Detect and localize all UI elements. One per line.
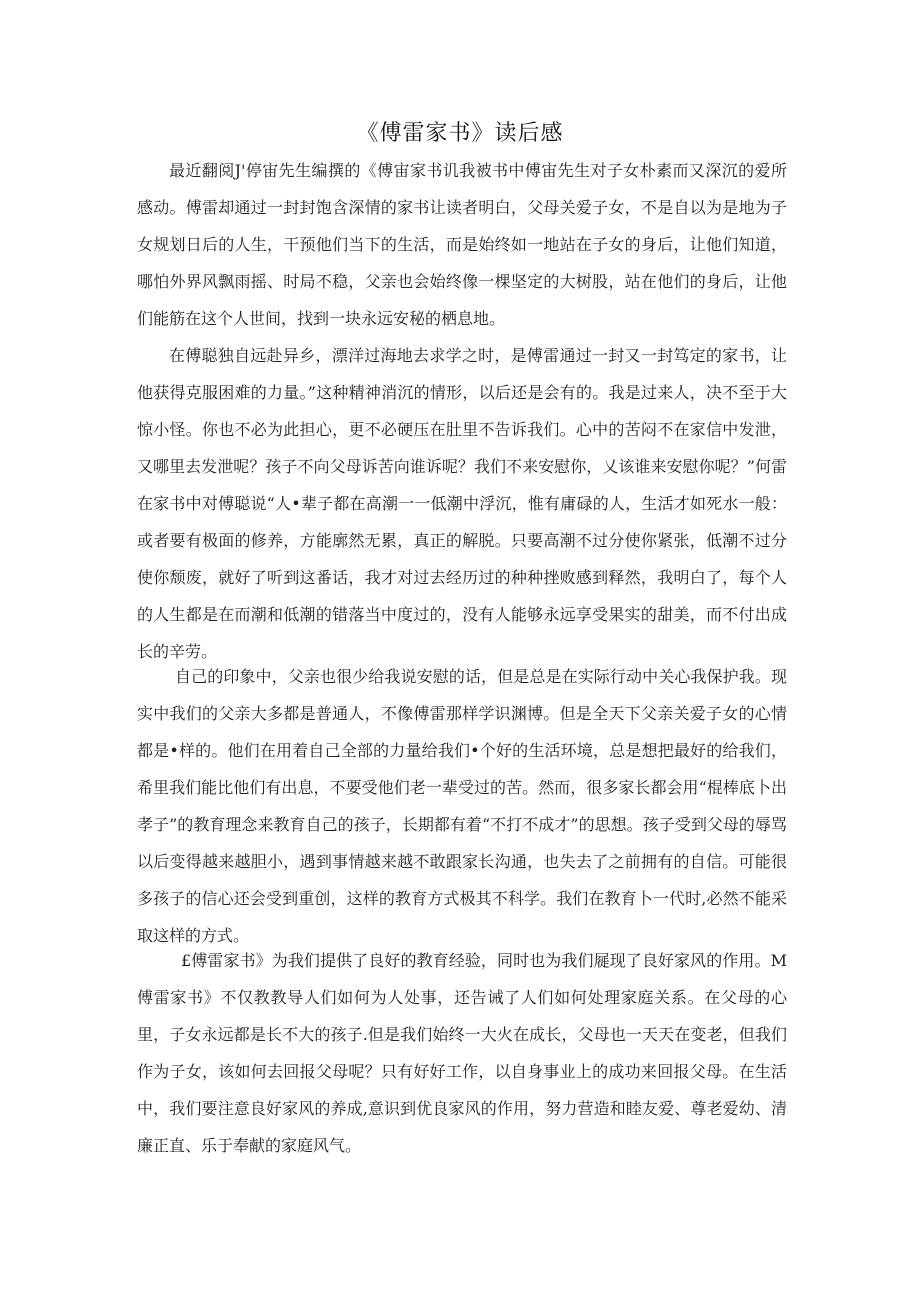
paragraph-1: 最近翻阅J'停宙先生编撰的《傅宙家书讥我被书中傅宙先生对子女朴素而又深沉的爱所感动。傅雷却通过一封封饱含深情的家书让读者明白，父母关爱子女，不是自以为是地为子女规划日后的人生，干预他们当下的生活，而是始终如一地站在子女的身后，让他们知道，哪怕外界风飘雨摇、时局不稳，父亲也会始终像一棵坚定的大树股，站在他们的身后，让他们能筋在这个人世间，找到一块永远安秘的栖息地。	[137, 161, 787, 328]
paragraph-3: 自己的印象中，父亲也很少给我说安慰的话，但是总是在实际行动中关心我保护我。现实中我们的父亲大多都是普通人，不像傅雷那样学识渊博。但是全天下父亲关爱子女的心情都是•样的。他们在用着自己全部的力量给我们•个好的生活环境，总是想把最好的给我们，希里我们能比他们有出息，不要受他们老一辈受过的苦。然而，很多家长都会用“棍棒底卜出孝子”的教育理念来教育自己的孩子，长期都有着“不打不成才”的思想。孩子受到父母的辱骂以后变得越来越胆小，遇到事情越来越不敢跟家长沟通，也失去了之前拥有的自信。可能很多孩子的信心还会受到重创，这样的教育方式极其不科学。我们在教育卜一代时,必然不能采取这样的方式。	[137, 667, 787, 945]
paragraph-4: £傅雷家书》为我们提供了良好的教育经验，同时也为我们屣现了良好家风的作用。M傅雷家书》不仅教教导人们如何为人处事，还告诫了人们如何处理家庭关系。在父母的心里，子女永远都是长不大的孩子.但是我们始终一大火在成长，父母也一天天在变老，但我们作为子女，该如何去回报父母呢？只有好好工作，以自身事业上的成功来回报父母。在生活中，我们要注意良好家风的养成,意识到优良家风的作用，努力营造和睦友爱、尊老爱幼、清廉正直、乐于奉献的家庭风气。	[137, 951, 787, 1155]
document-title: 《傅雷家书》读后感	[356, 121, 564, 146]
paragraph-2: 在傅聪独自远赴异乡，漂洋过海地去求学之时，是傅雷通过一封又一封笃定的家书，让他获得克服困难的力量。”这种精神消沉的情形，以后还是会有的。我是过来人，决不至于大惊小怪。你也不必为此担心，更不必硬压在肚里不告诉我们。心中的苦闷不在家信中发泄，又哪里去发泄呢？孩子不向父母诉苦向谁诉呢？我们不来安慰你，乂该谁来安慰你呢？”何雷在家书中对傅聪说“人•辈子都在高潮一一低潮中浮沉，惟有庸碌的人，生活才如死水一般：或者要有极面的修养，方能廓然无累，真正的解脱。只要高潮不过分使你紧张，低潮不过分使你颓废，就好了听到这番话，我才对过去经历过的种种挫败感到释然，我明白了，每个人的人生都是在而潮和低潮的错落当中度过的，没有人能够永远享受果实的甜美，而不付出成长的辛劳。	[137, 346, 787, 661]
